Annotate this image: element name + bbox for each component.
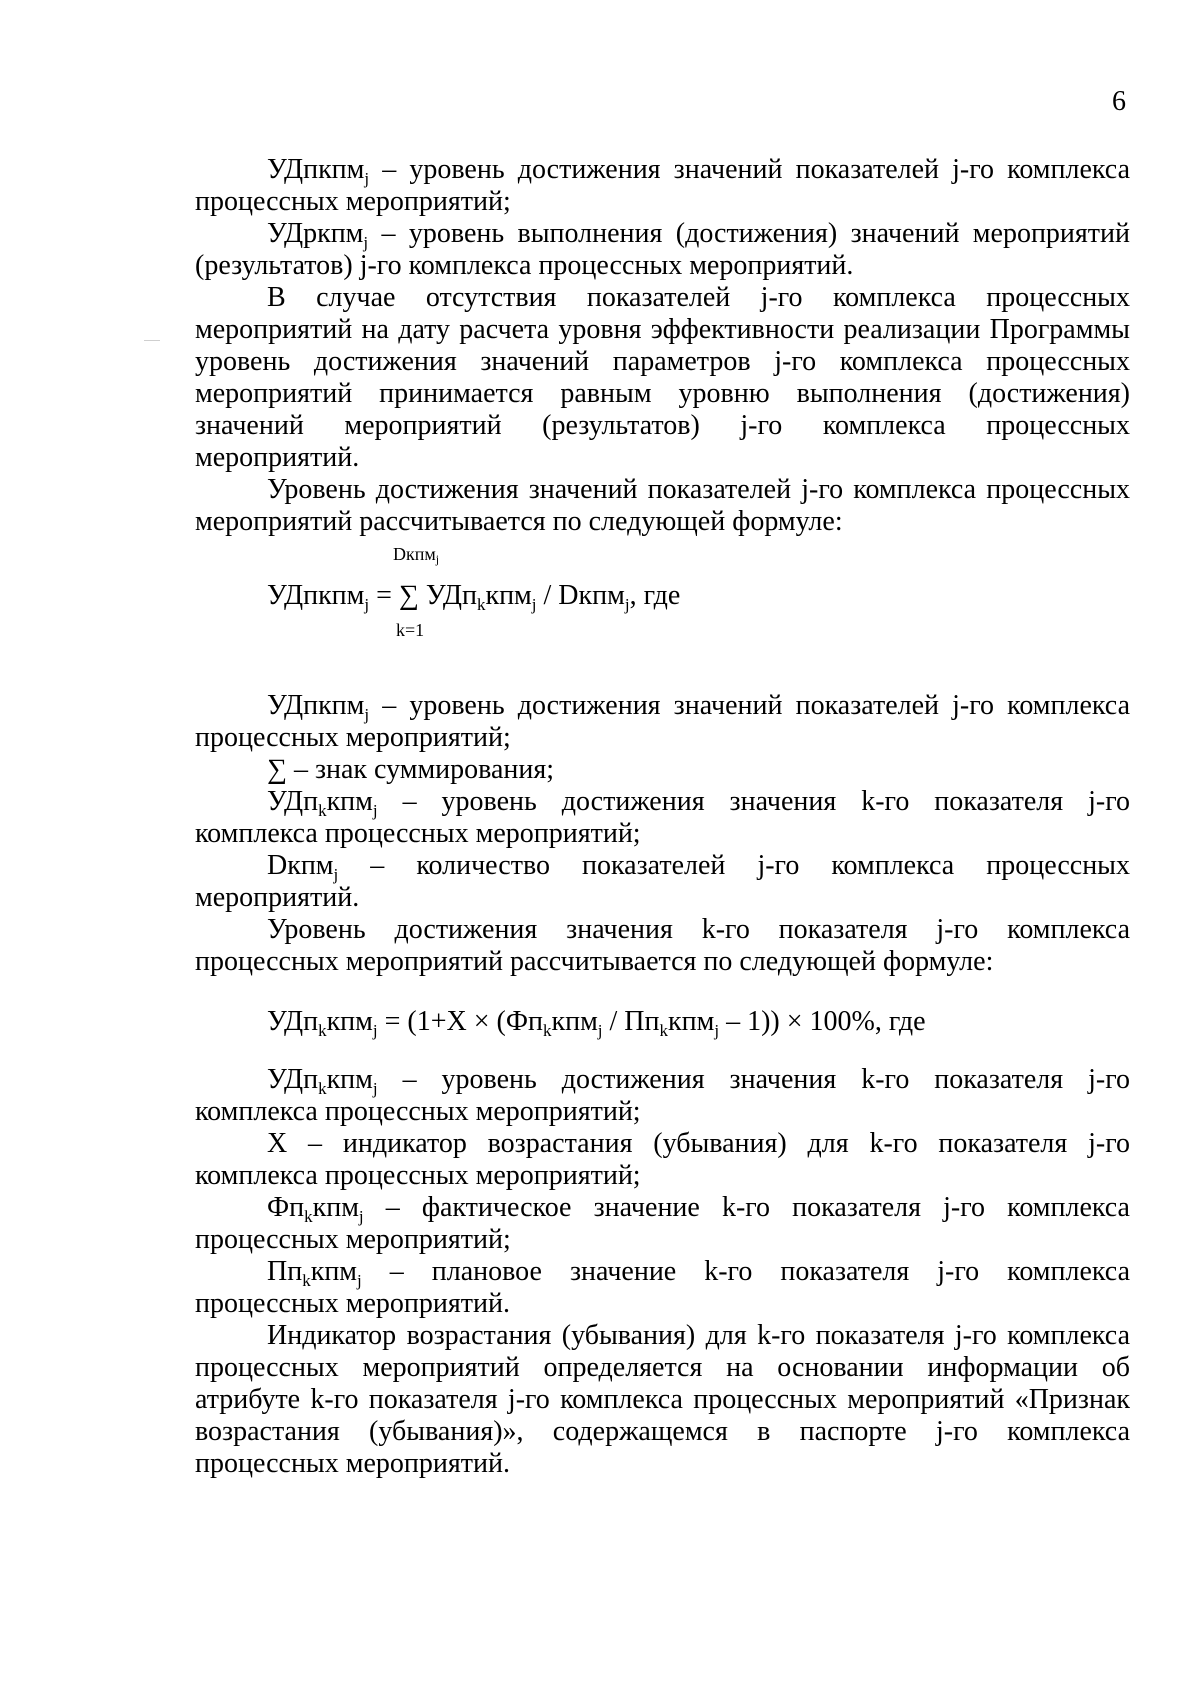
definition-fpk: $Фп_kкпм_j$ – фактическое значение k-го показателя j-го комплекса процессных мероприятий;	[195, 1192, 1130, 1255]
definition-udpk-2: УДп$_k$кпм$_j$ – уровень достижения значения k-го показателя j-го комплекса процессных мероприятий;	[195, 1064, 1130, 1127]
absence-paragraph: В случае отсутствия показателей j-го комплекса процессных мероприятий на дату расчета уровня эффективности реализации Программы уровень достижения значений параметров j-го комплекса процессных мероприятий принимается равным уровню выполнения (достижения) значений мероприятий (результатов) j-го комплекса процессных мероприятий.	[195, 282, 1130, 473]
sum-upper-limit: Dкпм$_j$	[393, 544, 440, 566]
definition-sum-sign: ∑ – знак суммирования;	[267, 754, 555, 785]
definition-udpkpm: УДпкпм$_j$ – уровень достижения значений показателей j-го комплекса процессных мероприятий;	[195, 154, 1130, 217]
indicator-paragraph: Индикатор возрастания (убывания) для k-го показателя j-го комплекса процессных мероприятий определяется на основании информации об атрибуте k-го показателя j-го комплекса процессных мероприятий «Признак возрастания (убывания)», содержащемся в паспорте j-го комплекса процессных мероприятий.	[195, 1320, 1130, 1479]
formula-1	[195, 538, 1130, 690]
definition-udpkpm-2: УДпкпм$_j$ – уровень достижения значений показателей j-го комплекса процессных мероприятий;	[195, 690, 1130, 753]
formula-2	[195, 978, 1130, 1064]
sum-lower-limit: k=1	[396, 620, 425, 640]
document-body	[195, 154, 1130, 1480]
definition-x: X – индикатор возрастания (убывания) для k-го показателя j-го комплекса процессных мероприятий;	[195, 1128, 1130, 1191]
scan-artifact-mark	[144, 340, 160, 341]
definition-udrkpm: УДркпм$_j$ – уровень выполнения (достижения) значений мероприятий (результатов) j-го комплекса процессных мероприятий.	[195, 218, 1130, 281]
definition-dkpm: Dкпм$_j$ – количество показателей j-го комплекса процессных мероприятий.	[195, 850, 1130, 913]
formula-2-expression: $УДп_kкпм_j = (1+X \times (Фп_kкпм_j / Пп_kкпм_j - 1)) \times 100\%$, где	[267, 1006, 926, 1040]
definition-udpk: УДп$_k$кпм$_j$ – уровень достижения значения k-го показателя j-го комплекса процессных мероприятий;	[195, 786, 1130, 849]
page-number: 6	[1112, 86, 1126, 117]
definition-ppk: $Пп_kкпм_j$ – плановое значение k-го показателя j-го комплекса процессных мероприятий.	[195, 1256, 1130, 1319]
formula2-intro: Уровень достижения значения k-го показателя j-го комплекса процессных мероприятий рассчитывается по следующей формуле:	[195, 914, 1130, 977]
formula-1-expression: УДпкпм$_j$ = ∑ УДп$_k$кпм$_j$ / Dкпм$_j$, где	[267, 580, 681, 614]
formula1-intro: Уровень достижения значений показателей j-го комплекса процессных мероприятий рассчитывается по следующей формуле:	[195, 474, 1130, 537]
